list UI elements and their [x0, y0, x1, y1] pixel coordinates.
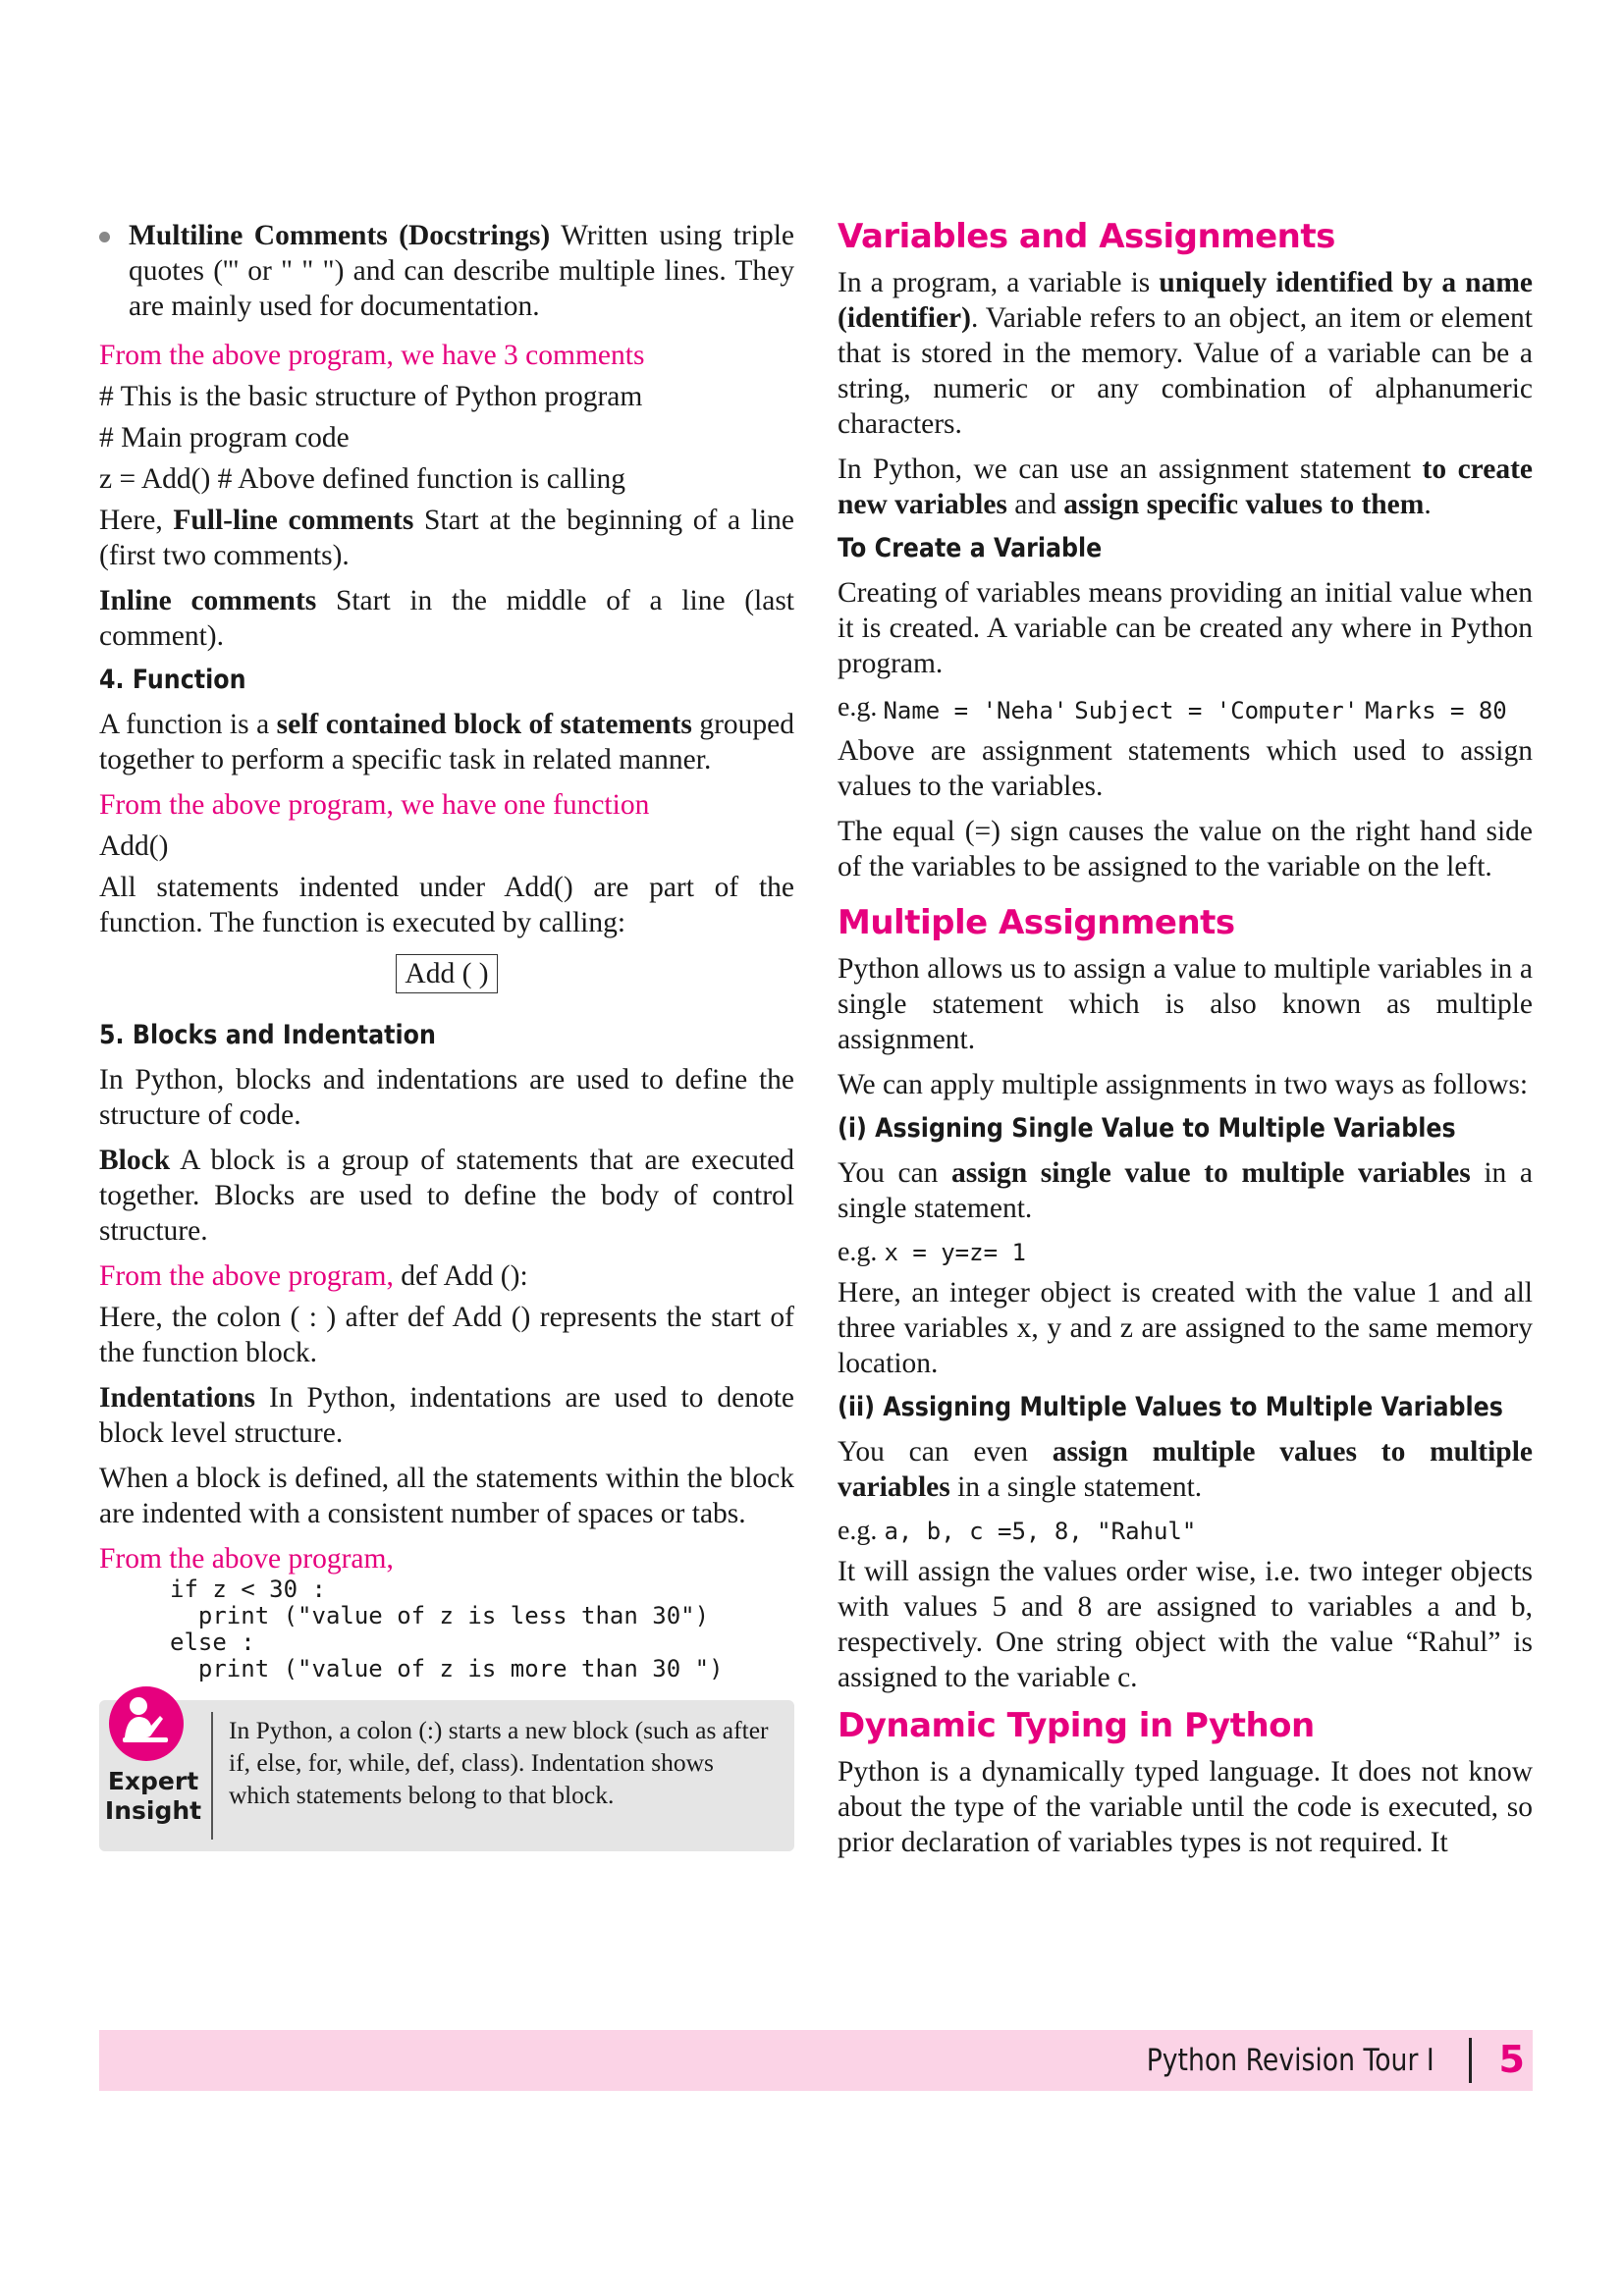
inline-comments-para [99, 583, 794, 654]
single-value-heading: (i) Assigning Single Value to Multiple Variables [838, 1113, 1456, 1144]
indentation-definition [99, 1380, 794, 1451]
single-pre: You can [838, 1157, 952, 1189]
comment-line-2: # Main program code [99, 422, 350, 454]
code-line: if z < 30 : [170, 1575, 326, 1603]
multi-values-term: assign multiple values to multiple variables [838, 1436, 1533, 1503]
var-para-2-term2: assign specific values to them [1063, 489, 1425, 520]
fullline-comments-para [99, 503, 794, 573]
variables-para-2 [838, 452, 1533, 522]
bullet-text: Written using triple quotes (''' or " " ") and can describe multiple lines. They are mainly used for documentation. [129, 220, 794, 322]
boxed-add-call: Add ( ) [396, 954, 497, 993]
bullet-term: Multiline Comments (Docstrings) [129, 220, 551, 251]
indentation-term: Indentations [99, 1382, 256, 1414]
expert-icon [109, 1686, 184, 1761]
variables-para-1 [838, 265, 1533, 442]
footer-title-text: Python Revision Tour [1146, 2043, 1419, 2078]
create-example [838, 691, 1533, 727]
add-call-line: Add() [99, 830, 169, 862]
create-variable-heading: To Create a Variable [838, 533, 1103, 563]
multiple-assignments-heading: Multiple Assignments [838, 903, 1235, 942]
code-line: Marks = 80 [1365, 697, 1507, 724]
bullet-icon [99, 232, 110, 242]
eg-label: e.g. [838, 1516, 878, 1546]
function-text: grouped together to perform a specific task in related manner. [99, 709, 795, 775]
multiple-explanation: It will assign the values order wise, i.e. two integer objects with values 5 and 8 are assigned to variables a and b, respectively. One string object with the value “Rahul” is assigned to the variable c. [838, 1556, 1533, 1693]
single-value-para [838, 1155, 1533, 1226]
multi-values-text: in a single statement. [949, 1471, 1203, 1503]
block-term: Block [99, 1145, 171, 1176]
right-column [838, 210, 1533, 1870]
code-line: else : [170, 1629, 255, 1656]
if-else-code [170, 1576, 794, 1682]
insight-label-line-1: Expert [107, 1767, 199, 1795]
eg-label: e.g. [838, 692, 878, 722]
eg-label: e.g. [838, 1237, 878, 1267]
inline-text: Start in the middle of a line (last comment). [99, 585, 795, 652]
page-number: 5 [1498, 2038, 1525, 2081]
program-note-def-text: def Add (): [393, 1260, 528, 1292]
program-note-function: From the above program, we have one function [99, 789, 650, 821]
multiple-values-para [838, 1434, 1533, 1505]
var-para-1-term: uniquely identified by a name (identifier) [838, 267, 1533, 334]
create-para: Creating of variables means providing an initial value when it is created. A variable can be created any where in Python program. [838, 577, 1533, 679]
single-text: in a single statement. [838, 1157, 1533, 1224]
program-note-def [99, 1258, 794, 1294]
insight-label-line-2: Insight [104, 1796, 202, 1825]
fullline-term: Full-line comments [173, 505, 414, 536]
var-para-1-text: . Variable refers to an object, an item or element that is stored in the memory. Value of a variable can be a string, numeric or any combination of alphanumeric characters. [838, 302, 1533, 440]
equal-para: The equal (=) sign causes the value on the right hand side of the variables to be assigned to the variable on the left. [838, 816, 1533, 882]
footer-separator [1469, 2038, 1472, 2083]
insight-divider [211, 1712, 213, 1840]
dynamic-typing-heading: Dynamic Typing in Python [838, 1706, 1315, 1745]
program-note-def-pink: From the above program, [99, 1260, 394, 1292]
insight-text: In Python, a colon (:) starts a new block (such as after if, else, for, while, def, class). Indentation shows which statements belong to that block. [229, 1716, 769, 1809]
variables-heading: Variables and Assignments [838, 217, 1335, 256]
fullline-pre: Here, [99, 505, 174, 536]
program-note-comments: From the above program, we have 3 comments [99, 340, 645, 371]
block-definition [99, 1143, 794, 1249]
code-line: print ("value of z is less than 30") [170, 1602, 710, 1629]
program-note-code: From the above program, [99, 1543, 394, 1575]
ways-para: We can apply multiple assignments in two ways as follows: [838, 1069, 1529, 1100]
function-pre: A function is a [99, 709, 277, 740]
comment-line-1: # This is the basic structure of Python program [99, 381, 643, 412]
insight-label [99, 1767, 207, 1826]
indent-para: All statements indented under Add() are part of the function. The function is executed by calling: [99, 872, 794, 938]
create-code [883, 691, 1506, 727]
single-explanation: Here, an integer object is created with the value 1 and all three variables x, y and z are assigned to the same memory location. [838, 1277, 1533, 1379]
multiple-values-heading: (ii) Assigning Multiple Values to Multiple Variables [838, 1392, 1503, 1422]
var-para-2-pre: In Python, we can use an assignment statement [838, 454, 1423, 485]
function-para [99, 707, 794, 777]
comment-line-3: z = Add() # Above defined function is calling [99, 463, 626, 495]
boxed-call-wrap [99, 954, 794, 993]
bullet-multiline-comments [99, 218, 794, 324]
colon-para: Here, the colon ( : ) after def Add () represents the start of the function block. [99, 1302, 794, 1368]
code-line: Subject = 'Computer' [1074, 697, 1359, 724]
multiple-code: a, b, c =5, 8, "Rahul" [884, 1518, 1197, 1545]
footer-title: Python Revision Tour I [1146, 2043, 1434, 2078]
multiple-para: Python allows us to assign a value to multiple variables in a single statement which is also known as multiple assignment. [838, 953, 1533, 1055]
indentation-text: In Python, indentations are used to denote block level structure. [99, 1382, 794, 1449]
single-example [838, 1236, 1533, 1269]
var-para-1-pre: In a program, a variable is [838, 267, 1160, 298]
fullline-text: Start at the beginning of a line (first two comments). [99, 505, 794, 571]
code-line: print ("value of z is more than 30 ") [170, 1655, 724, 1682]
expert-insight-box [99, 1700, 794, 1851]
block-text: A block is a group of statements that are executed together. Blocks are used to define the body of control structure. [99, 1145, 794, 1247]
var-para-2-post: . [1424, 489, 1432, 520]
blocks-para: In Python, blocks and indentations are used to define the structure of code. [99, 1064, 794, 1131]
footer-band [99, 2030, 1533, 2091]
assign-para: Above are assignment statements which used to assign values to the variables. [838, 735, 1533, 802]
multi-values-pre: You can even [838, 1436, 1053, 1468]
dynamic-para: Python is a dynamically typed language. It does not know about the type of the variable until the code is executed, so prior declaration of variables types is not required. It [838, 1756, 1533, 1858]
multiple-example [838, 1515, 1533, 1548]
consistent-para: When a block is defined, all the statements within the block are indented with a consistent number of spaces or tabs. [99, 1463, 794, 1529]
blocks-heading: 5. Blocks and Indentation [99, 1020, 436, 1050]
function-term: self contained block of statements [276, 709, 692, 740]
single-code: x = y=z= 1 [884, 1239, 1026, 1266]
function-heading: 4. Function [99, 665, 246, 695]
code-line: Name = 'Neha' [883, 697, 1068, 724]
left-column [99, 218, 794, 1851]
var-para-2-mid: and [1006, 489, 1064, 520]
var-para-2-term1: to create new variables [838, 454, 1533, 520]
inline-term: Inline comments [99, 585, 317, 616]
single-term: assign single value to multiple variables [951, 1157, 1471, 1189]
